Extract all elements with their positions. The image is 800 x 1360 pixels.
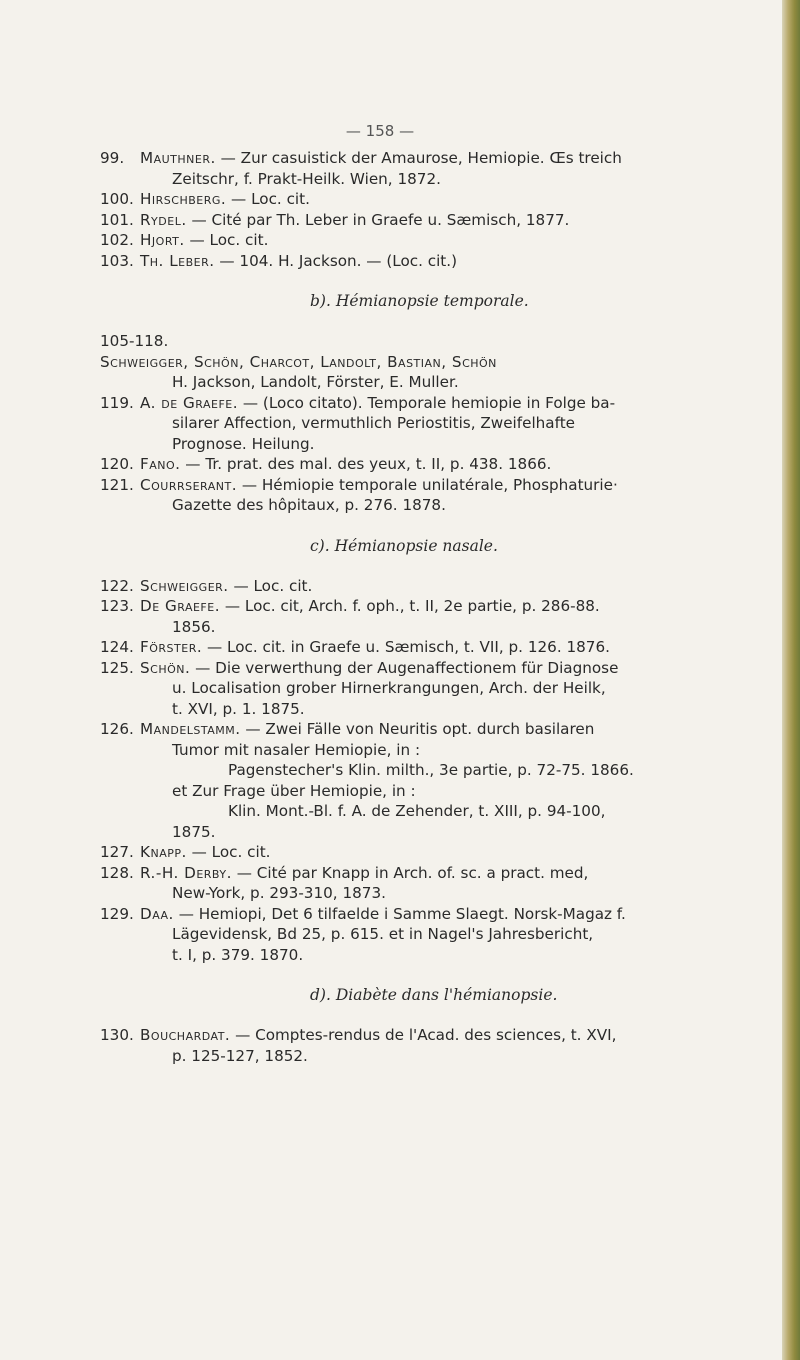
entry-author: Bouchardat. [140,1026,231,1044]
entry-author: De Graefe. [140,597,221,615]
bibliography-entry [100,596,780,637]
entry-author: Fano. [140,455,181,473]
entry-number: 122. [100,576,134,595]
entry-first-line: Mandelstamm. — Zwei Fälle von Neuritis opt. durch basilaren [140,720,595,738]
entry-continuation-line: t. I, p. 379. 1870. [172,945,304,964]
entry-first-line: Fano. — Tr. prat. des mal. des yeux, t. II, p. 438. 1866. [140,455,552,473]
entry-first-line: Knapp. — Loc. cit. [140,843,271,861]
entry-number: 120. [100,455,134,473]
bibliography-entry [100,1025,780,1066]
bibliography-entry [100,148,780,189]
section-d [100,1025,780,1066]
entry-first-line: Hjort. — Loc. cit. [140,231,269,249]
bibliography-entry [100,863,780,904]
entry-author: Th. Leber. [140,251,215,270]
bibliography-entry [100,331,780,393]
entry-number: 126. [100,720,134,738]
bibliography-entry [100,393,780,455]
bibliography-entry [100,904,780,966]
bibliography-entry [100,637,780,658]
entry-number: 99. [100,149,125,167]
entry-continuation-line: Prognose. Heilung. [172,434,315,453]
entry-author: Schweigger. [140,576,229,595]
entry-author: Schön. [140,658,191,677]
entry-first-line: Rydel. — Cité par Th. Leber in Graefe u. Sæmisch, 1877. [140,210,570,229]
entry-author: Courrserant. [140,475,238,494]
bibliography-entry [100,475,780,516]
entry-continuation-line: Tumor mit nasaler Hemiopie, in : [172,740,421,759]
entry-first-line: Courrserant. — Hémiopie temporale unilatérale, Phosphaturie· [140,475,618,494]
entry-author: A. de Graefe. [140,393,239,412]
entry-continuation-line: 1875. [172,822,216,841]
entry-first-line: R.-H. Derby. — Cité par Knapp in Arch. of. sc. a pract. med, [140,863,589,882]
entry-number: 119. [100,393,134,412]
entry-first-line: A. de Graefe. — (Loco citato). Temporale hemiopie in Folge ba- [140,393,616,412]
bibliography-entry [100,719,780,842]
bibliography-entry [100,251,780,272]
entry-author: Hjort. [140,231,185,249]
section-heading-d: d). Diabète dans l'hémianopsie. [310,986,558,1004]
entry-number: 127. [100,843,134,861]
bibliography-entry [100,454,780,475]
entry-continuation-line: et Zur Frage über Hemiopie, in : [172,781,416,800]
entry-number: 124. [100,638,134,656]
entry-continuation-line: Gazette des hôpitaux, p. 276. 1878. [172,496,446,514]
entry-first-line: Schweigger. — Loc. cit. [140,576,313,595]
entry-first-line: Förster. — Loc. cit. in Graefe u. Sæmisch, t. VII, p. 126. 1876. [140,638,610,656]
page-edge-binding [782,0,800,1360]
entry-author: Hirschberg. [140,190,227,208]
entry-first-line: De Graefe. — Loc. cit, Arch. f. oph., t. II, 2e partie, p. 286-88. [140,597,600,615]
entry-number: 125. [100,658,134,677]
section-a [100,148,780,271]
entry-number: 121. [100,475,134,494]
page-number: — 158 — [345,122,415,140]
entry-continuation-line: H. Jackson, Landolt, Förster, E. Muller. [172,373,459,391]
bibliography-entry [100,230,780,251]
document-page [100,122,780,1066]
entry-number: 103. [100,251,134,270]
entry-first-line [100,352,780,373]
section-heading-b: b). Hémianopsie temporale. [310,292,529,310]
bibliography-entry [100,210,780,231]
entry-continuation-line: Lägevidensk, Bd 25, p. 615. et in Nagel's Jahresbericht, [172,925,594,943]
section-b [100,331,780,516]
entry-number: 102. [100,231,134,249]
bibliography-entry [100,576,780,597]
entry-continuation-line: Pagenstecher's Klin. milth., 3e partie, p. 72-75. 1866. [228,761,634,779]
entry-author: Mandelstamm. [140,720,241,738]
section-heading-c: c). Hémianopsie nasale. [310,536,498,555]
entry-continuation-line: t. XVI, p. 1. 1875. [172,699,305,718]
bibliography-entry [100,189,780,210]
entry-continuation-line: p. 125-127, 1852. [172,1046,308,1065]
entry-first-line: Hirschberg. — Loc. cit. [140,190,310,208]
entry-number: 101. [100,210,134,229]
entry-author: Knapp. [140,843,187,861]
entry-number: 123. [100,597,134,615]
bibliography-entry [100,658,780,720]
entry-continuation-line: Klin. Mont.-Bl. f. A. de Zehender, t. XIII, p. 94-100, [228,802,606,820]
entry-continuation-line: u. Localisation grober Hirnerkrangungen, Arch. der Heilk, [172,679,606,697]
section-c [100,576,780,966]
bibliography-entry [100,842,780,863]
entry-number: 129. [100,904,134,923]
entry-author: Schweigger, Schön, Charcot, Landolt, Bastian, Schön [100,352,497,371]
entry-first-line: Daa. — Hemiopi, Det 6 tilfaelde i Samme Slaegt. Norsk-Magaz f. [140,904,626,923]
entry-author: R.-H. Derby. [140,863,232,882]
entry-number: 105-118. [100,332,169,350]
entry-first-line: Mauthner. — Zur casuistick der Amaurose, Hemiopie. Œs treich [140,149,622,167]
entry-author: Daa. [140,904,174,923]
entry-first-line: Bouchardat. — Comptes-rendus de l'Acad. des sciences, t. XVI, [140,1026,617,1044]
entry-author: Förster. [140,638,203,656]
entry-first-line: Schön. — Die verwerthung der Augenaffectionem für Diagnose [140,658,619,677]
entry-continuation-line: New-York, p. 293-310, 1873. [172,884,386,902]
entry-first-line: Th. Leber. — 104. H. Jackson. — (Loc. cit.) [140,251,458,270]
entry-continuation-line: Zeitschr, f. Prakt-Heilk. Wien, 1872. [172,169,441,188]
entry-number: 128. [100,863,134,882]
entry-author: Rydel. [140,210,187,229]
entry-continuation-line: silarer Affection, vermuthlich Periostitis, Zweifelhafte [172,414,575,432]
entry-number: 100. [100,190,134,208]
entry-number: 130. [100,1026,134,1044]
entry-continuation-line: 1856. [172,617,216,636]
entry-author: Mauthner. [140,149,216,167]
